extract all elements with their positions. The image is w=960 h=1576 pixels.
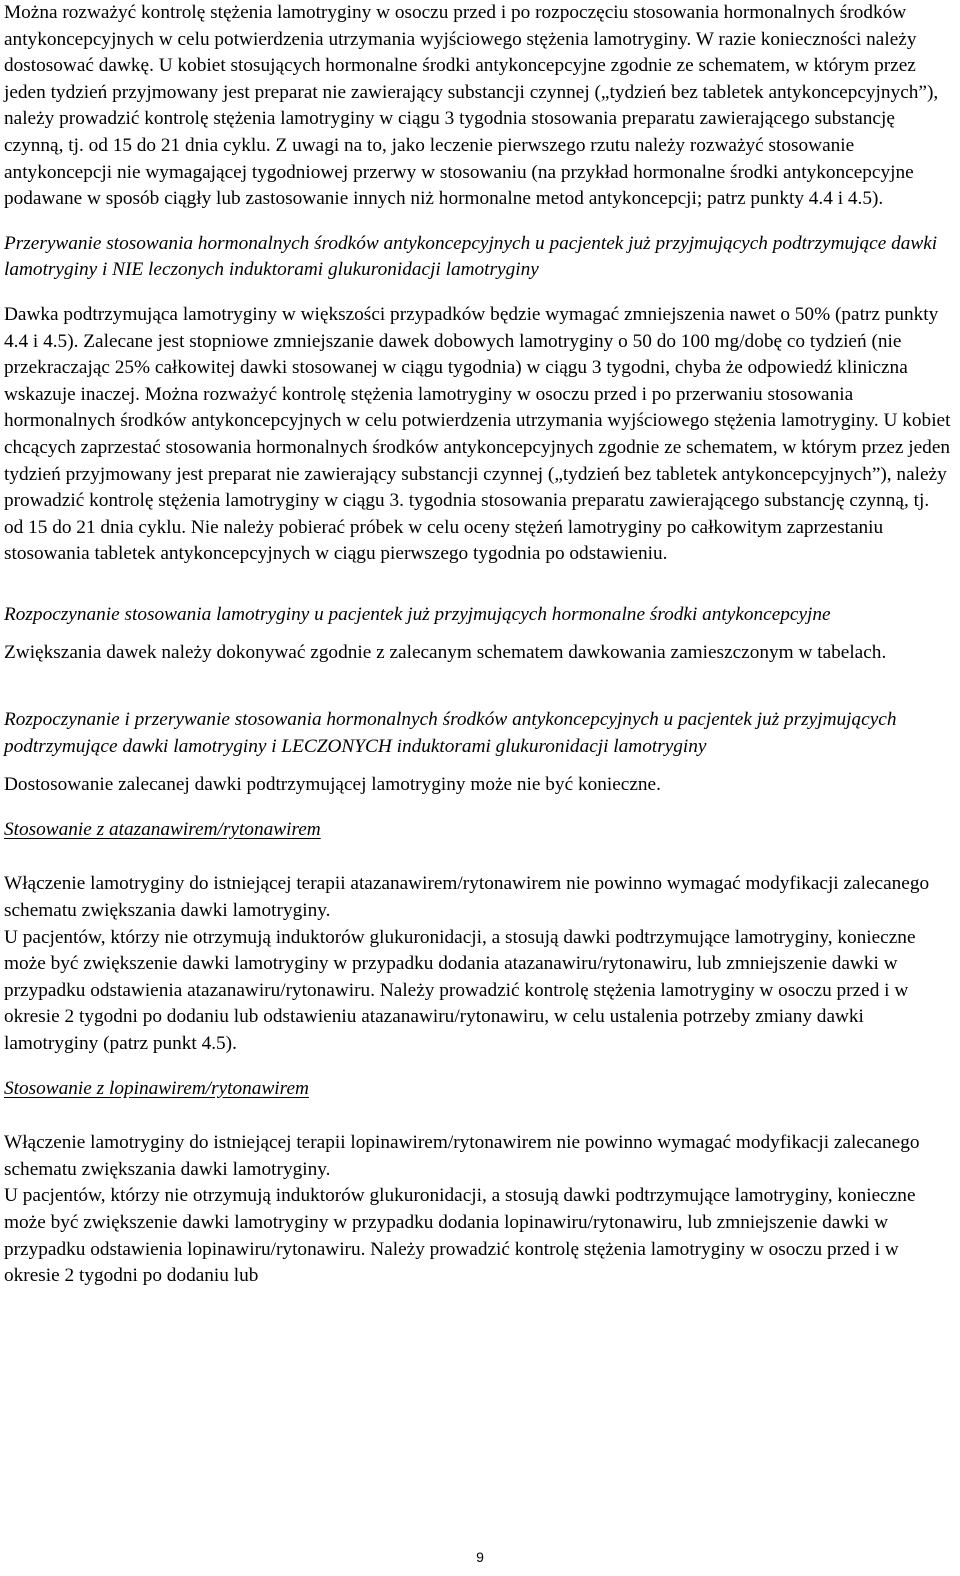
paragraph-lopinavir-monitoring: U pacjentów, którzy nie otrzymują induktorów glukuronidacji, a stosują dawki podtrzymujące lamotryginy, konieczne może być zwiększenie dawki lamotryginy w przypadku dodania lopinawiru/rytonawiru, lub zmniejszenie dawki w przypadku odstawienia lopinawiru/rytonawiru. Należy prowadzić kontrolę stężenia lamotryginy w osoczu przed i w okresie 2 tygodni po dodaniu lub <box>4 1185 916 1287</box>
paragraph-contraception-monitoring: Można rozważyć kontrolę stężenia lamotryginy w osoczu przed i po rozpoczęciu stosowania hormonalnych środków antykoncepcyjnych w celu potwierdzenia utrzymania wyjściowego stężenia lamotryginy. W razie konieczności należy dostosować dawkę. U kobiet stosujących hormonalne środki antykoncepcyjne zgodnie ze schematem, w którym przez jeden tydzień przyjmowany jest preparat nie zawierający substancji czynnej („tydzień bez tabletek antykoncepcyjnych”), należy prowadzić kontrolę stężenia lamotryginy w ciągu 3 tygodnia stosowania preparatu zawierającego substancję czynną, tj. od 15 do 21 dnia cyklu. Z uwagi na to, jako leczenie pierwszego rzutu należy rozważyć stosowanie antykoncepcji nie wymagającej tygodniowej przerwy w stosowaniu (na przykład hormonalne środki antykoncepcyjne podawane w sposób ciągły lub zastosowanie innych niż hormonalne metod antykoncepcji; patrz punkty 4.4 i 4.5). <box>4 2 939 210</box>
paragraph-dose-escalation: Zwiększania dawek należy dokonywać zgodnie z zalecanym schematem dawkowania zamieszczonym w tabelach. <box>4 642 887 664</box>
section-heading-starting-lamotrigine: Rozpoczynanie stosowania lamotryginy u pacjentek już przyjmujących hormonalne środki antykoncepcyjne <box>4 603 831 625</box>
section-heading-lopinavir: Stosowanie z lopinawirem/rytonawirem <box>4 1077 309 1099</box>
paragraph-no-adjustment: Dostosowanie zalecanej dawki podtrzymującej lamotryginy może nie być konieczne. <box>4 774 661 796</box>
page-number: 9 <box>476 1549 484 1565</box>
section-heading-inducers: Rozpoczynanie i przerywanie stosowania hormonalnych środków antykoncepcyjnych u pacjentek już przyjmujących podtrzymujące dawki lamotryginy i LECZONYCH induktorami glukuronidacji lamotryginy <box>4 709 897 757</box>
document-page <box>4 0 952 1290</box>
section-heading-atazanavir: Stosowanie z atazanawirem/rytonawirem <box>4 818 321 840</box>
paragraph-atazanavir-start: Włączenie lamotryginy do istniejącej terapii atazanawirem/rytonawirem nie powinno wymagać modyfikacji zalecanego schematu zwiększania dawki lamotryginy. <box>4 873 930 922</box>
section-heading-stopping-contraceptives: Przerywanie stosowania hormonalnych środków antykoncepcyjnych u pacjentek już przyjmujących podtrzymujące dawki lamotryginy i NIE leczonych induktorami glukuronidacji lamotryginy <box>4 232 938 281</box>
paragraph-atazanavir-monitoring: U pacjentów, którzy nie otrzymują induktorów glukuronidacji, a stosują dawki podtrzymujące lamotryginy, konieczne może być zwiększenie dawki lamotryginy w przypadku dodania atazanawiru/rytonawiru, lub zmniejszenie dawki w przypadku odstawienia atazanawiru/rytonawiru. Należy prowadzić kontrolę stężenia lamotryginy w osoczu przed i w okresie 2 tygodni po dodaniu lub odstawieniu atazanawiru/rytonawiru, w celu ustalenia potrzeby zmiany dawki lamotryginy (patrz punkt 4.5). <box>4 926 916 1054</box>
paragraph-lopinavir-start: Włączenie lamotryginy do istniejącej terapii lopinawirem/rytonawirem nie powinno wymagać modyfikacji zalecanego schematu zwiększania dawki lamotryginy. <box>4 1132 920 1180</box>
paragraph-maintenance-dose-reduction: Dawka podtrzymująca lamotryginy w większości przypadków będzie wymagać zmniejszenia nawet o 50% (patrz punkty 4.4 i 4.5). Zalecane jest stopniowe zmniejszanie dawek dobowych lamotryginy o 50 do 100 mg/dobę co tydzień (nie przekraczając 25% całkowitej dawki stosowanej w ciągu tygodnia) w ciągu 3 tygodni, chyba że odpowiedź kliniczna wskazuje inaczej. Można rozważyć kontrolę stężenia lamotryginy w osoczu przed i po przerwaniu stosowania hormonalnych środków antykoncepcyjnych w celu potwierdzenia utrzymania wyjściowego stężenia lamotryginy. U kobiet chcących zaprzestać stosowania hormonalnych środków antykoncepcyjnych zgodnie ze schematem, w którym przez jeden tydzień przyjmowany jest preparat nie zawierający substancji czynnej („tydzień bez tabletek antykoncepcyjnych”), należy prowadzić kontrolę stężenia lamotryginy w ciągu 3. tygodnia stosowania preparatu zawierającego substancję czynną, tj. od 15 do 21 dnia cyklu. Nie należy pobierać próbek w celu oceny stężeń lamotryginy po całkowitym zaprzestaniu stosowania tabletek antykoncepcyjnych w ciągu pierwszego tygodnia po odstawieniu. <box>4 303 951 565</box>
